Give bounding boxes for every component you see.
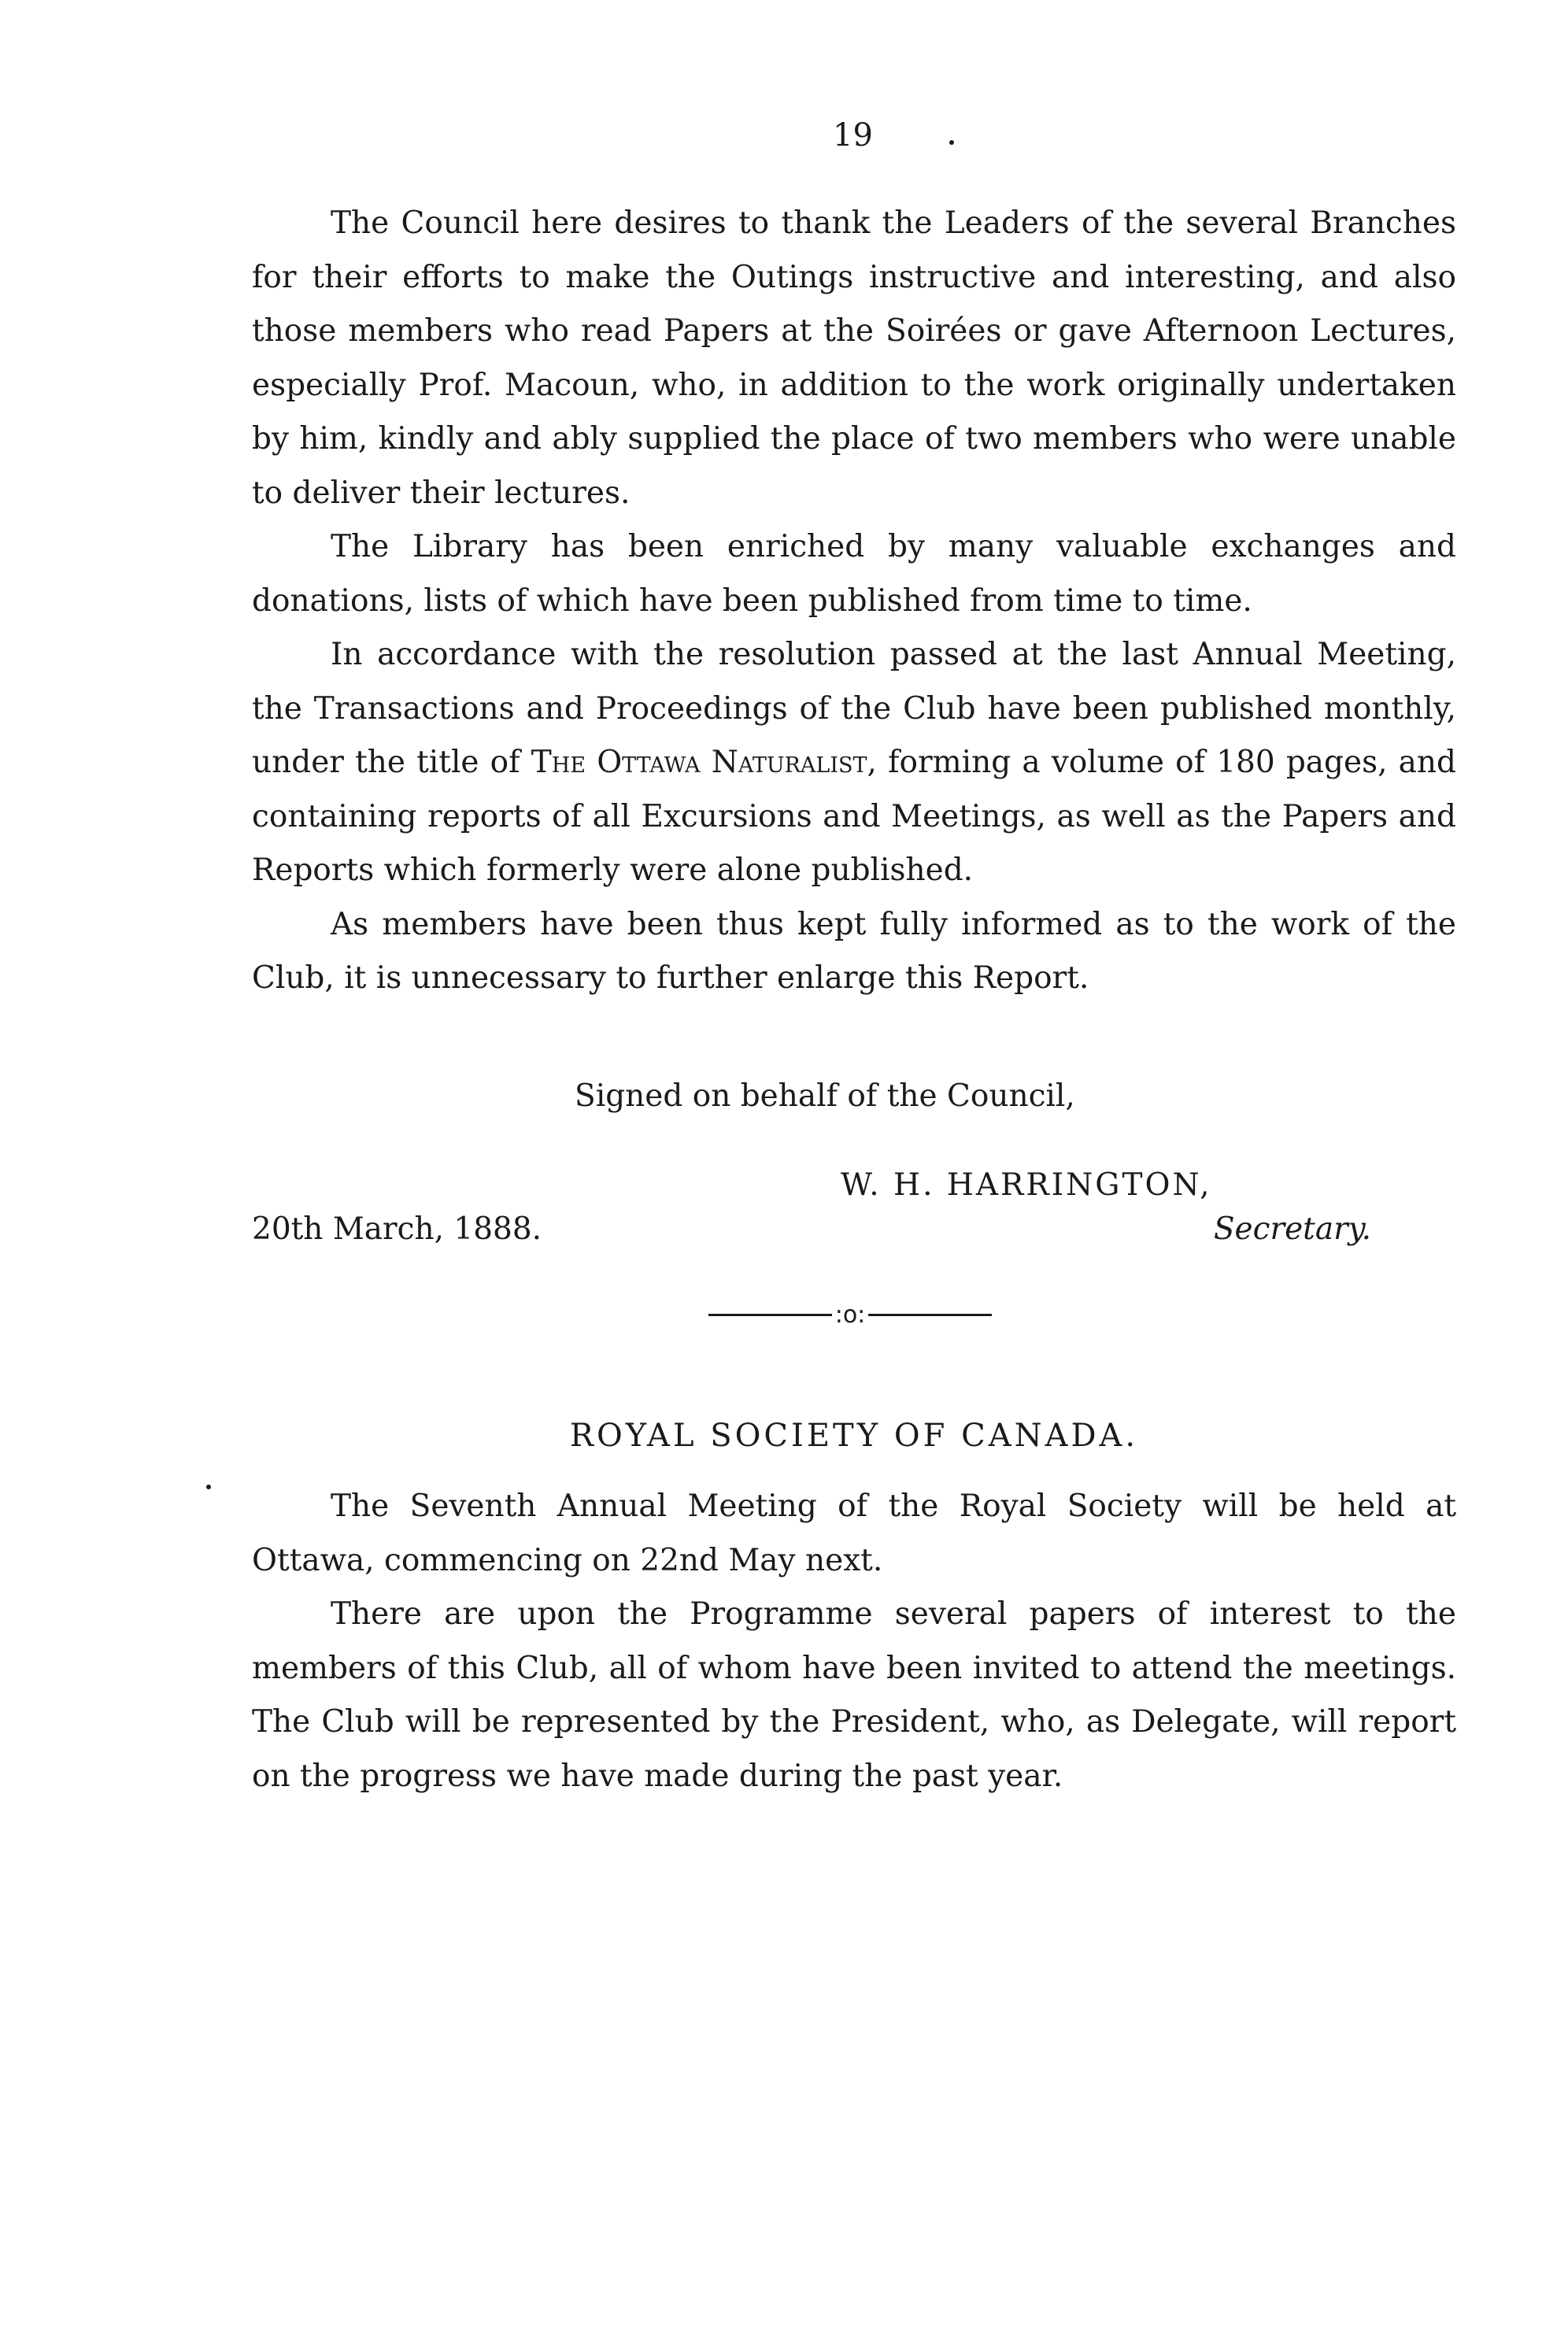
divider-mark: :o: (834, 1300, 866, 1329)
report-paragraph-publication (252, 628, 1456, 898)
stray-mark (949, 140, 954, 145)
divider-rule-left (708, 1314, 832, 1316)
publication-text-after: , forming a volume of 180 pages, and containing reports of all Excursions and Meetings, as well as the Papers and Reports which formerly were alone published. (252, 745, 1456, 888)
report-paragraph-library: The Library has been enriched by many valuable exchanges and donations, lists of which have been published from time to time. (252, 529, 1456, 619)
report-date: 20th March, 1888. (252, 1211, 542, 1247)
report-paragraph-closing: As members have been thus kept fully informed as to the work of the Club, it is unnecessary to further enlarge this Report. (252, 906, 1456, 996)
stray-mark (206, 1485, 211, 1489)
publication-text-before: In accordance with the resolution passed at the last Annual Meeting, the Transactions and Proceedings of the Club have been published monthly, under the title of (252, 637, 1456, 780)
signer-title: Secretary. (1213, 1211, 1371, 1247)
signer-name: W. H. HARRINGTON, (841, 1167, 1212, 1203)
signed-on-behalf: Signed on behalf of the Council, (575, 1078, 1075, 1114)
page-number: 19 (833, 117, 873, 153)
report-paragraph-thanks: The Council here desires to thank the Leaders of the several Branches for their efforts to make the Outings instructive and interesting, and also those members who read Papers at the Soirées or gave Afternoon Lectures, especially Prof. Macoun, who, in addition to the work originally undertaken by him, kindly and ably supplied the place of two members who were unable to deliver their lectures. (252, 205, 1456, 511)
royal-society-paragraph-meeting: The Seventh Annual Meeting of the Royal Society will be held at Ottawa, commencing on 22nd May next. (252, 1489, 1456, 1578)
royal-society-paragraph-programme: There are upon the Programme several papers of interest to the members of this Club, all of whom have been invited to attend the meetings. The Club will be represented by the President, who, as Delegate, will report on the progress we have made during the past year. (252, 1596, 1456, 1794)
council-report-body (252, 197, 1456, 1006)
section-divider (708, 1299, 992, 1330)
section-heading: ROYAL SOCIETY OF CANADA. (569, 1418, 1139, 1454)
divider-rule-right (868, 1314, 992, 1316)
royal-society-body (252, 1480, 1456, 1803)
publication-title: The Ottawa Naturalist (531, 745, 867, 780)
